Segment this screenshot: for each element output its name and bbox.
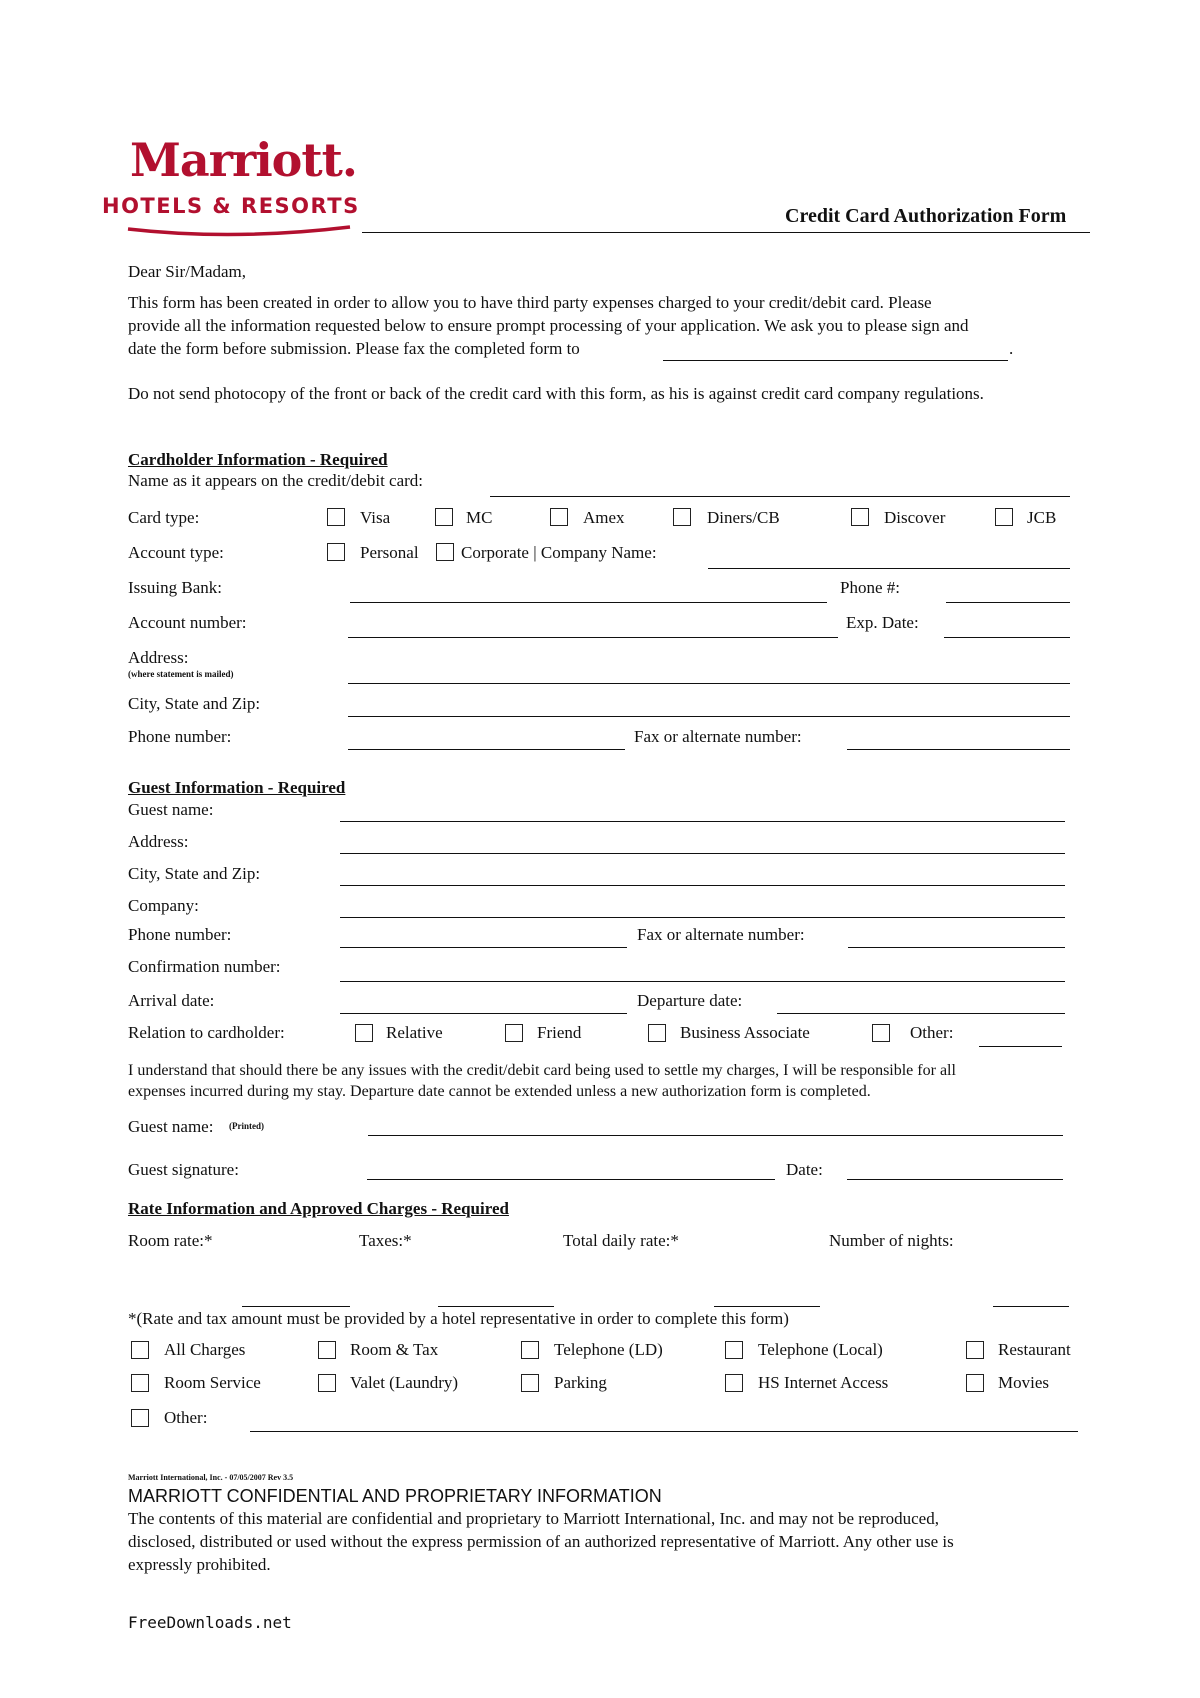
name-on-card-field[interactable] <box>490 496 1070 497</box>
intro-line-1: This form has been created in order to allow you to have third party expenses charged to your credit/debit card. Please <box>128 293 932 312</box>
guest-name-label: Guest name: <box>128 800 214 819</box>
guest-signature-field[interactable] <box>367 1179 775 1180</box>
movies-label: Movies <box>998 1373 1049 1392</box>
diners-label: Diners/CB <box>707 508 780 527</box>
other-relation-field[interactable] <box>979 1046 1062 1047</box>
arrival-field[interactable] <box>340 1013 627 1014</box>
total-daily-rate-label: Total daily rate:* <box>563 1231 679 1250</box>
phone-number-field[interactable] <box>348 749 625 750</box>
statement-line-2: expenses incurred during my stay. Departure date cannot be extended unless a new authorization form is completed. <box>128 1083 871 1100</box>
intro-period: . <box>1009 339 1014 358</box>
other-relation-label: Other: <box>910 1023 954 1042</box>
exp-date-label: Exp. Date: <box>846 613 919 632</box>
jcb-checkbox[interactable] <box>995 508 1013 526</box>
confidential-line-2: disclosed, distributed or used without the express permission of an authorized representative of Marriott. Any other use is <box>128 1532 954 1551</box>
logo-swoosh <box>98 223 368 243</box>
account-number-field[interactable] <box>348 637 838 638</box>
other-charge-field[interactable] <box>250 1431 1078 1432</box>
restaurant-label: Restaurant <box>998 1340 1071 1359</box>
confirmation-label: Confirmation number: <box>128 957 281 976</box>
guest-signature-label: Guest signature: <box>128 1160 239 1179</box>
mc-checkbox[interactable] <box>435 508 453 526</box>
company-name-field[interactable] <box>708 568 1070 569</box>
room-rate-label: Room rate:* <box>128 1231 213 1250</box>
guest-name-field[interactable] <box>340 821 1065 822</box>
guest-address-field[interactable] <box>340 853 1065 854</box>
fax-to-field[interactable] <box>663 360 1008 361</box>
diners-checkbox[interactable] <box>673 508 691 526</box>
source-watermark: FreeDownloads.net <box>128 1613 292 1632</box>
room-tax-checkbox[interactable] <box>318 1341 336 1359</box>
restaurant-checkbox[interactable] <box>966 1341 984 1359</box>
other-charge-label: Other: <box>164 1408 208 1427</box>
name-on-card-label: Name as it appears on the credit/debit card: <box>128 471 424 490</box>
telephone-local-checkbox[interactable] <box>725 1341 743 1359</box>
relative-checkbox[interactable] <box>355 1024 373 1042</box>
number-of-nights-label: Number of nights: <box>829 1231 954 1250</box>
intro-line-3: date the form before submission. Please fax the completed form to <box>128 339 580 358</box>
hs-internet-checkbox[interactable] <box>725 1374 743 1392</box>
issuing-bank-field[interactable] <box>350 602 827 603</box>
room-service-checkbox[interactable] <box>131 1374 149 1392</box>
other-relation-checkbox[interactable] <box>872 1024 890 1042</box>
friend-checkbox[interactable] <box>505 1024 523 1042</box>
exp-date-field[interactable] <box>944 637 1070 638</box>
account-type-label: Account type: <box>128 543 224 562</box>
company-field[interactable] <box>340 917 1065 918</box>
phone-hash-label: Phone #: <box>840 578 900 597</box>
city-label: City, State and Zip: <box>128 694 261 713</box>
logo-brand: Marriott. <box>130 133 357 187</box>
city-field[interactable] <box>348 716 1070 717</box>
confirmation-field[interactable] <box>340 981 1065 982</box>
valet-label: Valet (Laundry) <box>350 1373 459 1392</box>
printed-note: (Printed) <box>229 1121 264 1131</box>
telephone-ld-label: Telephone (LD) <box>554 1340 663 1359</box>
room-service-label: Room Service <box>164 1373 261 1392</box>
greeting: Dear Sir/Madam, <box>128 262 247 281</box>
all-charges-label: All Charges <box>164 1340 246 1359</box>
guest-phone-label: Phone number: <box>128 925 232 944</box>
guest-name-printed-field[interactable] <box>368 1135 1063 1136</box>
signature-date-label: Date: <box>786 1160 823 1179</box>
guest-address-label: Address: <box>128 832 189 851</box>
relative-label: Relative <box>386 1023 443 1042</box>
telephone-local-label: Telephone (Local) <box>758 1340 883 1359</box>
relation-label: Relation to cardholder: <box>128 1023 285 1042</box>
amex-label: Amex <box>583 508 625 527</box>
marriott-logo <box>98 135 368 245</box>
parking-label: Parking <box>554 1373 607 1392</box>
guest-city-label: City, State and Zip: <box>128 864 261 883</box>
number-of-nights-field[interactable] <box>993 1306 1069 1307</box>
arrival-label: Arrival date: <box>128 991 215 1010</box>
statement-line-1: I understand that should there be any issues with the credit/debit card being used to settle my charges, I will be responsible for all <box>128 1062 956 1079</box>
guest-city-field[interactable] <box>340 885 1065 886</box>
valet-checkbox[interactable] <box>318 1374 336 1392</box>
business-associate-checkbox[interactable] <box>648 1024 666 1042</box>
fax-field[interactable] <box>847 749 1070 750</box>
amex-checkbox[interactable] <box>550 508 568 526</box>
cardholder-heading: Cardholder Information - Required <box>128 450 388 469</box>
taxes-field[interactable] <box>438 1306 554 1307</box>
all-charges-checkbox[interactable] <box>131 1341 149 1359</box>
address-note: (where statement is mailed) <box>128 669 234 679</box>
guest-fax-label: Fax or alternate number: <box>637 925 805 944</box>
room-tax-label: Room & Tax <box>350 1340 439 1359</box>
departure-field[interactable] <box>777 1013 1065 1014</box>
personal-label: Personal <box>360 543 419 562</box>
personal-checkbox[interactable] <box>327 543 345 561</box>
confidential-line-1: The contents of this material are confidential and proprietary to Marriott International, Inc. and may not be reproduced, <box>128 1509 939 1528</box>
account-number-label: Account number: <box>128 613 247 632</box>
business-associate-label: Business Associate <box>680 1023 810 1042</box>
rate-heading: Rate Information and Approved Charges - Required <box>128 1199 509 1218</box>
company-label: Company: <box>128 896 199 915</box>
guest-heading: Guest Information - Required <box>128 778 346 797</box>
mc-label: MC <box>466 508 493 527</box>
form-title: Credit Card Authorization Form <box>785 205 1067 227</box>
parking-checkbox[interactable] <box>521 1374 539 1392</box>
confidential-title: MARRIOTT CONFIDENTIAL AND PROPRIETARY INFORMATION <box>128 1486 662 1506</box>
card-type-label: Card type: <box>128 508 200 527</box>
corporate-checkbox[interactable] <box>436 543 454 561</box>
header-rule <box>362 232 1090 233</box>
rate-note: *(Rate and tax amount must be provided by a hotel representative in order to complete this form) <box>128 1309 789 1328</box>
guest-fax-field[interactable] <box>848 947 1065 948</box>
guest-phone-field[interactable] <box>340 947 627 948</box>
address-field[interactable] <box>348 683 1070 684</box>
intro-line-2: provide all the information requested below to ensure prompt processing of your application. We ask you to please sign and <box>128 316 969 335</box>
signature-date-field[interactable] <box>847 1179 1063 1180</box>
other-charge-checkbox[interactable] <box>131 1409 149 1427</box>
departure-label: Departure date: <box>637 991 743 1010</box>
discover-label: Discover <box>884 508 946 527</box>
fax-label: Fax or alternate number: <box>634 727 802 746</box>
visa-checkbox[interactable] <box>327 508 345 526</box>
discover-checkbox[interactable] <box>851 508 869 526</box>
visa-label: Visa <box>360 508 391 527</box>
address-label: Address: <box>128 648 189 667</box>
hs-internet-label: HS Internet Access <box>758 1373 889 1392</box>
issuing-bank-label: Issuing Bank: <box>128 578 222 597</box>
version-note: Marriott International, Inc. - 07/05/2007 Rev 3.5 <box>128 1473 294 1482</box>
movies-checkbox[interactable] <box>966 1374 984 1392</box>
jcb-label: JCB <box>1027 508 1057 527</box>
guest-name-printed-label: Guest name: <box>128 1117 214 1136</box>
telephone-ld-checkbox[interactable] <box>521 1341 539 1359</box>
room-rate-field[interactable] <box>242 1306 350 1307</box>
confidential-line-3: expressly prohibited. <box>128 1555 271 1574</box>
friend-label: Friend <box>537 1023 582 1042</box>
taxes-label: Taxes:* <box>359 1231 412 1250</box>
warning-text: Do not send photocopy of the front or back of the credit card with this form, as his is against credit card company regulations. <box>128 384 984 403</box>
corporate-label: Corporate | Company Name: <box>461 543 657 562</box>
phone-hash-field[interactable] <box>946 602 1070 603</box>
phone-number-label: Phone number: <box>128 727 232 746</box>
total-daily-rate-field[interactable] <box>714 1306 820 1307</box>
logo-subtitle: HOTELS & RESORTS <box>102 194 360 218</box>
